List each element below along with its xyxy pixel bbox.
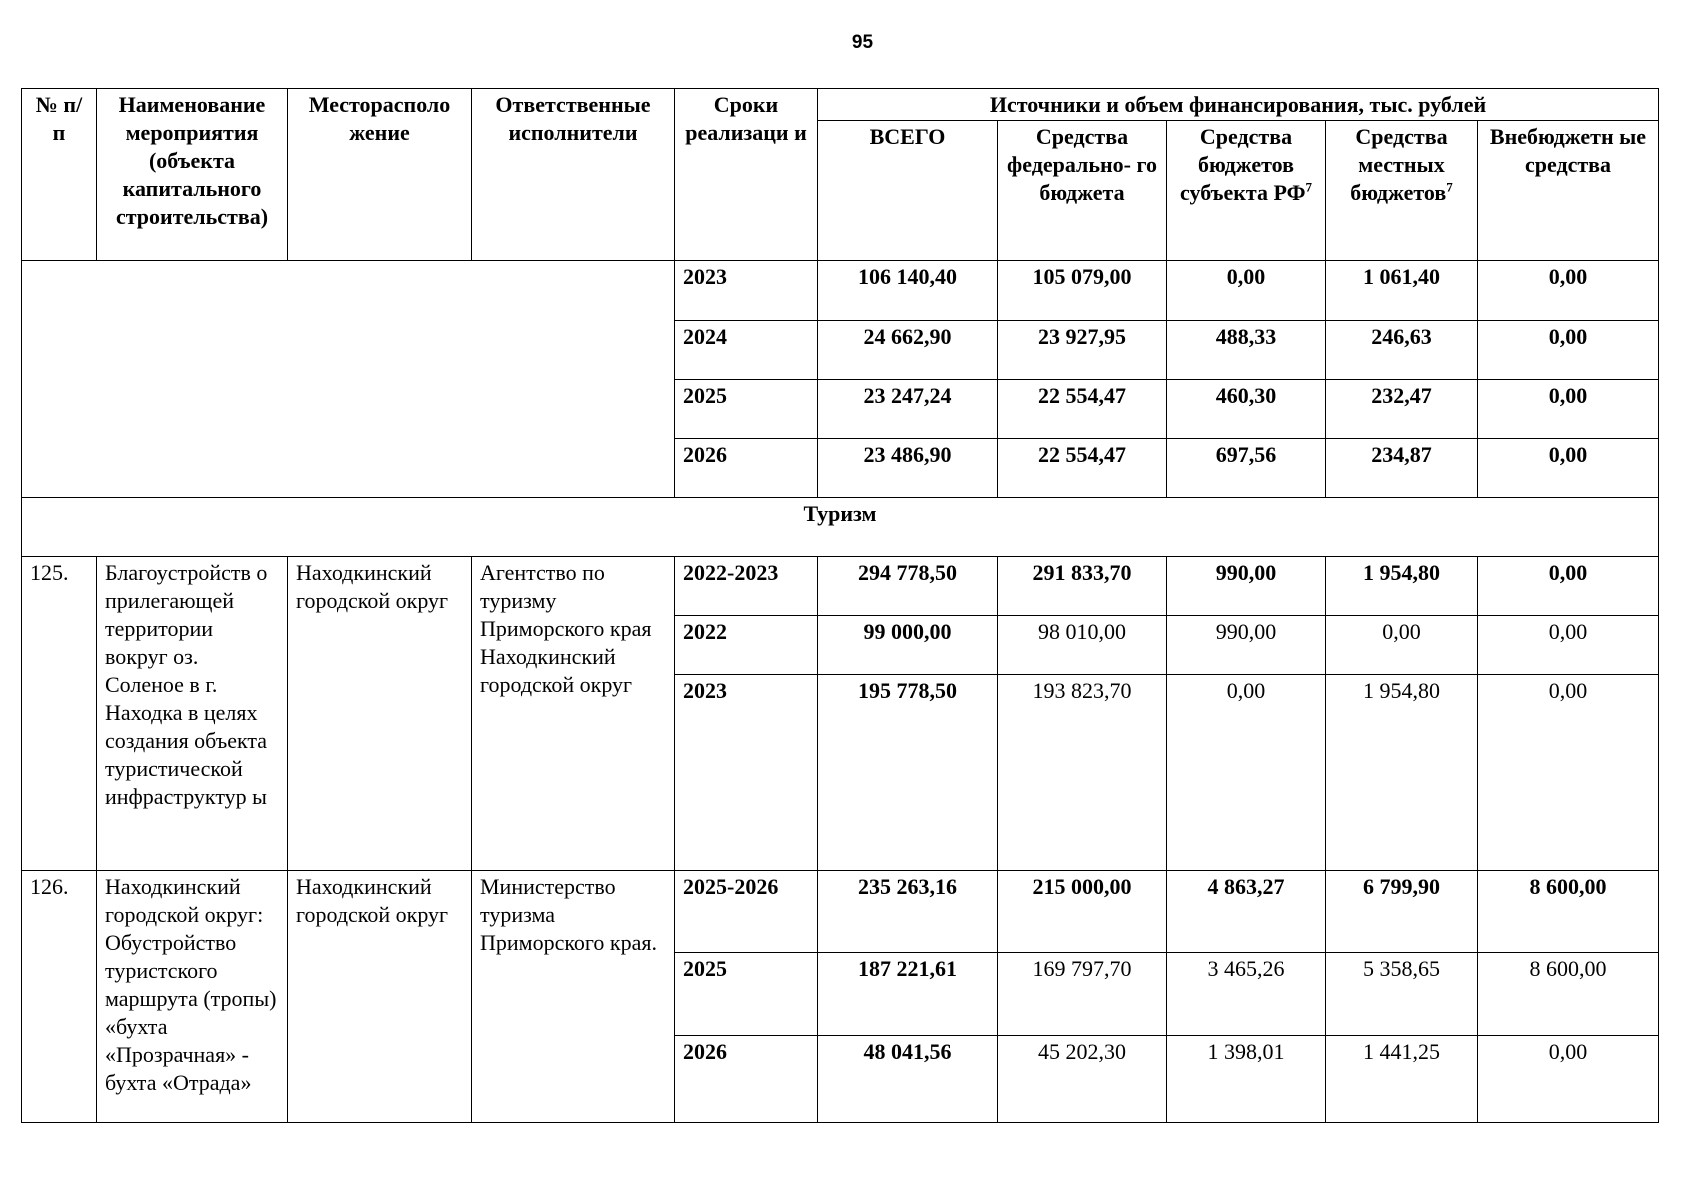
item-number: 126.	[22, 871, 97, 1123]
item-name: Находкинский городской округ: Обустройство туристского маршрута (тропы) «бухта «Прозрачная» - бухта «Отрада»	[97, 871, 288, 1123]
table-row: 2022 99 000,00 98 010,00 990,00 0,00 0,00	[22, 616, 1659, 675]
header-num: № п/п	[22, 89, 97, 261]
section-title: Туризм	[22, 498, 1659, 557]
header-location: Месторасполо жение	[288, 89, 472, 261]
table-row: 2025 23 247,24 22 554,47 460,30 232,47 0,00	[22, 380, 1659, 439]
table-row: 2023 195 778,50 193 823,70 0,00 1 954,80 0,00	[22, 675, 1659, 871]
financing-table	[21, 88, 1659, 1123]
item-location: Находкинский городской округ	[288, 871, 472, 1123]
header-terms: Сроки реализаци и	[675, 89, 818, 261]
table-row: 2026 48 041,56 45 202,30 1 398,01 1 441,25 0,00	[22, 1036, 1659, 1123]
item-name: Благоустройств о прилегающей территории вокруг оз. Соленое в г. Находка в целях создания объекта туристической инфраструктур ы	[97, 557, 288, 871]
table-row: 2024 24 662,90 23 927,95 488,33 246,63 0,00	[22, 321, 1659, 380]
table-row: 125. Благоустройств о прилегающей территории вокруг оз. Соленое в г. Находка в целях создания объекта туристической инфраструктур ы Находкинский городской округ Агентство по туризму Приморского края Находкинский городской округ 2022-2023 294 778,50 291 833,70 990,00 1 954,80 0,00	[22, 557, 1659, 616]
empty-merged-cell	[22, 261, 675, 498]
item-number: 125.	[22, 557, 97, 871]
header-extra: Внебюджетн ые средства	[1478, 121, 1659, 261]
header-regional: Средства бюджетов субъекта $РФ^7$	[1167, 121, 1326, 261]
table-row: 2023 106 140,40 105 079,00 0,00 1 061,40 0,00	[22, 261, 1659, 321]
header-funding: Источники и объем финансирования, тыс. рублей	[818, 89, 1659, 121]
table-row: 2025 187 221,61 169 797,70 3 465,26 5 358,65 8 600,00	[22, 953, 1659, 1036]
page-number: 95	[851, 32, 874, 53]
header-total: ВСЕГО	[818, 121, 998, 261]
item-executors: Министерство туризма Приморского края.	[472, 871, 675, 1123]
header-executors: Ответственные исполнители	[472, 89, 675, 261]
table-row: 2026 23 486,90 22 554,47 697,56 234,87 0,00	[22, 439, 1659, 498]
item-location: Находкинский городской округ	[288, 557, 472, 871]
section-row	[22, 498, 1659, 557]
item-executors: Агентство по туризму Приморского края Находкинский городской округ	[472, 557, 675, 871]
header-local: Средства местных бюджетов$^7$	[1326, 121, 1478, 261]
header-federal: Средства федерально- го бюджета	[998, 121, 1167, 261]
table-row: 126. Находкинский городской округ: Обустройство туристского маршрута (тропы) «бухта «Прозрачная» - бухта «Отрада» Находкинский городской округ Министерство туризма Приморского края. 2025-2026 235 263,16 215 000,00 4 863,27 6 799,90 8 600,00	[22, 871, 1659, 953]
header-row	[22, 89, 1659, 121]
header-name: Наименование мероприятия (объекта капитального строительства)	[97, 89, 288, 261]
